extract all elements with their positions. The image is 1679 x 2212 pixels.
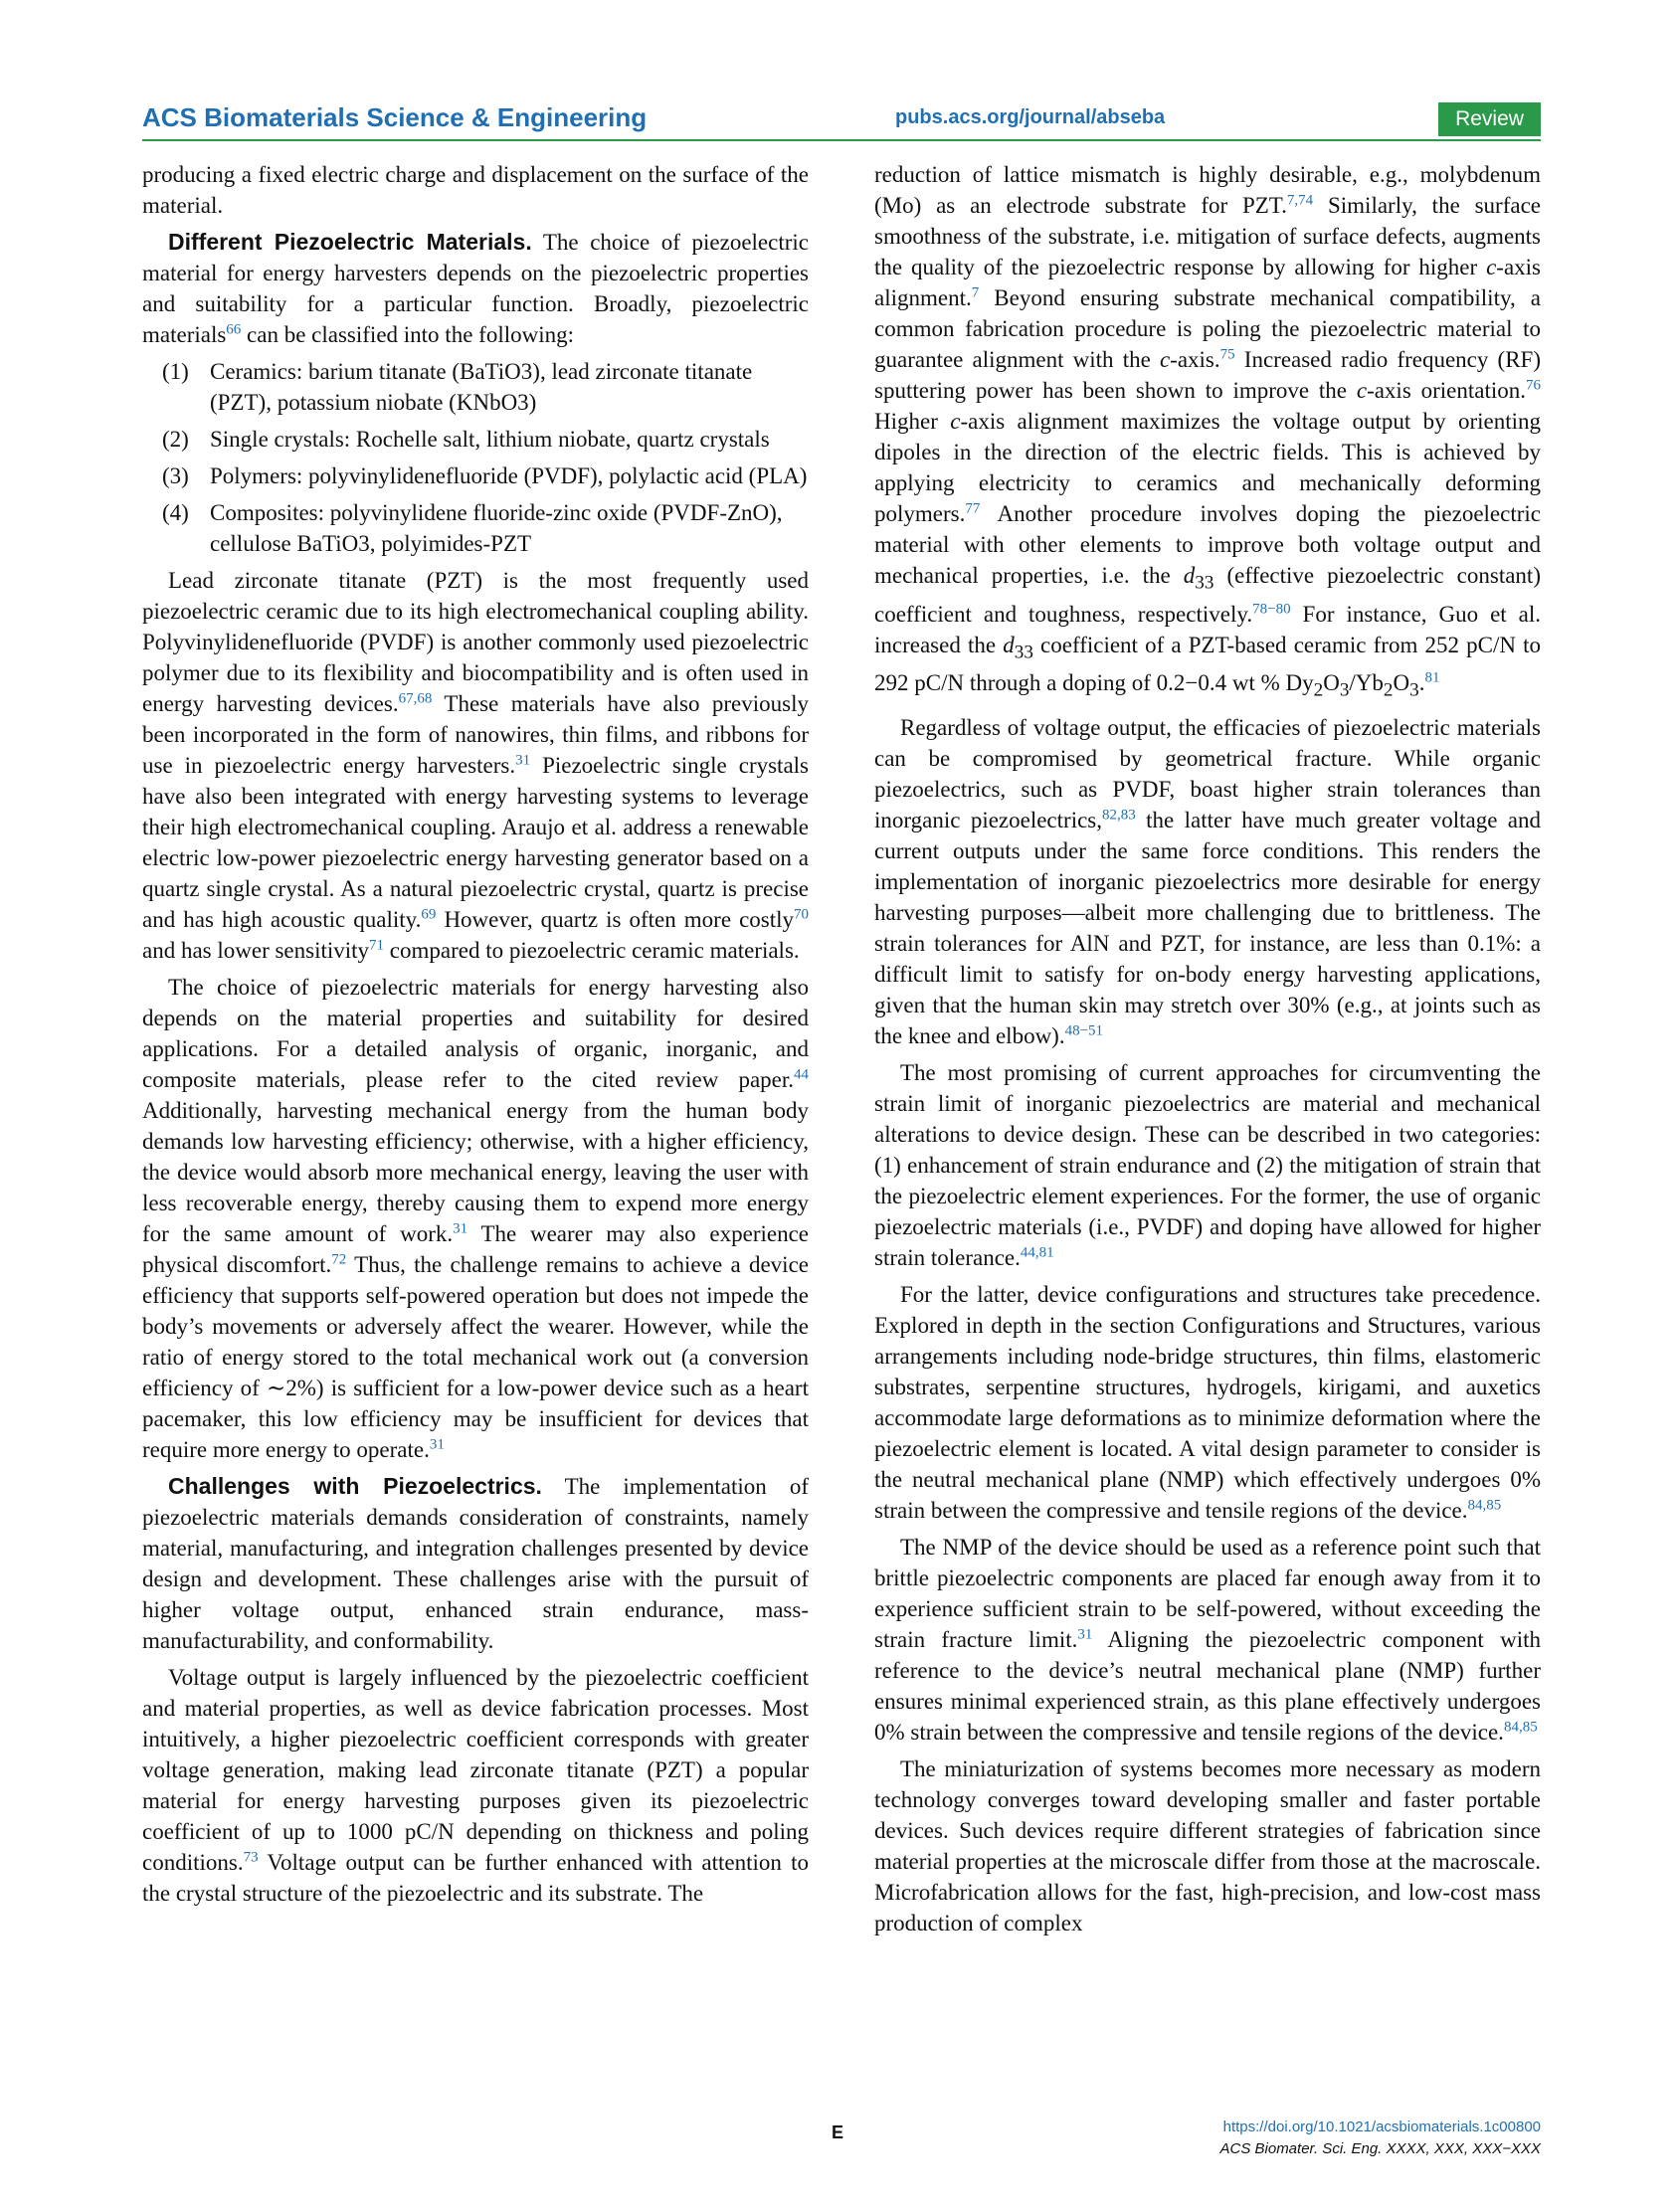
- section-heading-materials: Different Piezoelectric Materials.: [168, 229, 532, 255]
- paragraph: Regardless of voltage output, the efficacies of piezoelectric materials can be compromised by geometrical fracture. While organic piezoelectrics, such as PVDF, boast higher strain tolerances than inorganic piezoelectrics,$^{82,83}$ the latter have much greater voltage and current outputs under the same force conditions. This renders the implementation of inorganic piezoelectrics more desirable for energy harvesting purposes—albeit more challenging due to brittleness. The strain tolerances for AlN and PZT, for instance, are less than 0.1%: a difficult limit to satisfy for on-body energy harvesting applications, given that the human skin may stretch over 30% (e.g., at joints such as the knee and elbow).$^{48-51}$: [874, 714, 1541, 1048]
- reference-link[interactable]: 76: [1525, 377, 1541, 394]
- journal-title[interactable]: ACS Biomaterials Science & Engineering: [142, 102, 648, 132]
- reference-link[interactable]: 31: [429, 1436, 445, 1453]
- materials-list: [142, 356, 809, 559]
- paragraph: Different Piezoelectric Materials. The choice of piezoelectric material for energy harvesters depends on the piezoelectric properties and suitability for a particular function. Broadly, piezoelectric materials$^{66}$ can be classified into the following:: [142, 229, 809, 347]
- reference-link[interactable]: 31: [515, 752, 531, 769]
- section-heading-challenges: Challenges with Piezoelectrics.: [168, 1473, 542, 1499]
- paragraph: The miniaturization of systems becomes more necessary as modern technology converges toward developing smaller and faster portable devices. Such devices require different strategies of fabrication since material properties at the microscale differ from those at the macroscale. Microfabrication allows for the fast, high-precision, and low-cost mass production of complex: [874, 1755, 1541, 1936]
- paragraph: The NMP of the device should be used as a reference point such that brittle piezoelectric components are placed far enough away from it to experience sufficient strain to be self-powered, without exceeding the strain fracture limit.$^{31}$ Aligning the piezoelectric component with reference to the device’s neutral mechanical plane (NMP) further ensures minimal experienced strain, as this plane effectively undergoes 0% strain between the compressive and tensile regions of the device.$^{84,85}$: [874, 1534, 1541, 1745]
- paragraph: The most promising of current approaches for circumventing the strain limit of inorganic piezoelectrics are material and mechanical alterations to device design. These can be described in two categories: (1) enhancement of strain endurance and (2) the mitigation of strain that the piezoelectric element experiences. For the former, the use of organic piezoelectric materials (i.e., PVDF) and doping have allowed for higher strain tolerance.$^{44,81}$: [874, 1059, 1541, 1270]
- reference-link[interactable]: 48−51: [1064, 1022, 1104, 1039]
- paragraph: producing a fixed electric charge and displacement on the surface of the material.: [142, 162, 809, 218]
- doi-link[interactable]: https://doi.org/10.1021/acsbiomaterials.1c00800: [1222, 2119, 1541, 2135]
- reference-link[interactable]: 78−80: [1252, 600, 1291, 617]
- header-rule: [142, 139, 1541, 141]
- citation-line: ACS Biomater. Sci. Eng. XXXX, XXX, XXX−XXX: [1219, 2140, 1541, 2157]
- reference-link[interactable]: 82,83: [1102, 807, 1136, 824]
- reference-link[interactable]: 71: [369, 937, 385, 954]
- reference-link[interactable]: 66: [226, 321, 242, 338]
- paragraph: Lead zirconate titanate (PZT) is the most frequently used piezoelectric ceramic due to its high electromechanical coupling ability. Polyvinylidenefluoride (PVDF) is another commonly used piezoelectric polymer due to its flexibility and biocompatibility and is often used in energy harvesting devices.$^{67,68}$ These materials have also previously been incorporated in the form of nanowires, thin films, and ribbons for use in piezoelectric energy harvesters.$^{31}$ Piezoelectric single crystals have also been integrated with energy harvesting systems to leverage their high electromechanical coupling. Araujo et al. address a renewable electric low-power piezoelectric energy harvesting generator based on a quartz single crystal. As a natural piezoelectric crystal, quartz is precise and has high acoustic quality.$^{69}$ However, quartz is often more costly$^{70}$ and has lower sensitivity$^{71}$ compared to piezoelectric ceramic materials.: [142, 568, 810, 963]
- reference-link[interactable]: 73: [243, 1849, 259, 1866]
- left-column: [142, 159, 809, 1915]
- reference-link[interactable]: 44: [794, 1066, 809, 1083]
- list-item: (2) Single crystals: Rochelle salt, lithium niobate, quartz crystals: [162, 427, 770, 452]
- reference-link[interactable]: 84,85: [1503, 1719, 1538, 1736]
- page-number: E: [832, 2122, 844, 2142]
- reference-link[interactable]: 84,85: [1467, 1497, 1502, 1514]
- reference-link[interactable]: 67,68: [398, 690, 433, 707]
- reference-link[interactable]: 72: [331, 1251, 347, 1268]
- reference-link[interactable]: 44,81: [1020, 1244, 1054, 1261]
- reference-link[interactable]: 77: [965, 500, 981, 517]
- list-item: (4) Composites: polyvinylidene fluoride-zinc oxide (PVDF-ZnO), cellulose BaTiO3, polyimides-PZT: [162, 500, 783, 556]
- journal-url[interactable]: pubs.acs.org/journal/abseba: [895, 106, 1166, 128]
- page-header: [142, 102, 1541, 140]
- reference-link[interactable]: 7: [971, 284, 980, 301]
- paragraph: The choice of piezoelectric materials for energy harvesting also depends on the material properties and suitability for desired applications. For a detailed analysis of organic, inorganic, and composite materials, please refer to the cited review paper.$^{44}$ Additionally, harvesting mechanical energy from the human body demands low harvesting efficiency; otherwise, with a higher efficiency, the device would absorb more mechanical energy, leaving the user with less recoverable energy, thereby causing them to expend more energy for the same amount of work.$^{31}$ The wearer may also experience physical discomfort.$^{72}$ Thus, the challenge remains to achieve a device efficiency that supports self-powered operation but does not impede the body’s movements or adversely affect the wearer. However, while the ratio of energy stored to the total mechanical work out (a conversion efficiency of ∼2%) is sufficient for a low-power device such as a heart pacemaker, this low efficiency may be insufficient for devices that require more energy to operate.$^{31}$: [142, 975, 810, 1462]
- reference-link[interactable]: 7,74: [1286, 192, 1314, 209]
- paragraph: Challenges with Piezoelectrics. The implementation of piezoelectric materials demands consideration of constraints, namely material, manufacturing, and integration challenges presented by device design and development. These challenges arise with the pursuit of higher voltage output, enhanced strain endurance, mass-manufacturability, and conformability.: [142, 1473, 809, 1653]
- reference-link[interactable]: 31: [1077, 1626, 1093, 1643]
- paragraph: reduction of lattice mismatch is highly desirable, e.g., molybdenum (Mo) as an electrode substrate for PZT.$^{7,74}$ Similarly, the surface smoothness of the substrate, i.e. mitigation of surface defects, augments the quality of the piezoelectric response by allowing for higher c-axis alignment.$^7$ Beyond ensuring substrate mechanical compatibility, a common fabrication procedure is poling the piezoelectric material to guarantee alignment with the c-axis.$^{75}$ Increased radio frequency (RF) sputtering power has been shown to improve the c-axis orientation.$^{76}$ Higher c-axis alignment maximizes the voltage output by orienting dipoles in the direction of the electric fields. This is achieved by applying electricity to ceramics and mechanically deforming polymers.$^{77}$ Another procedure involves doping the piezoelectric material with other elements to improve both voltage output and mechanical properties, i.e. the $d_{33}$ (effective piezoelectric constant) coefficient and toughness, respectively.$^{78-80}$ For instance, Guo et al. increased the $d_{33}$ coefficient of a PZT-based ceramic from 252 pC/N to 292 pC/N through a doping of 0.2−0.4 wt % $Dy_2O_3/Yb_2O_3.^{81}$: [874, 162, 1542, 701]
- reference-link[interactable]: 70: [794, 906, 810, 923]
- list-item: (3) Polymers: polyvinylidenefluoride (PVDF), polylactic acid (PLA): [162, 463, 808, 488]
- paragraph: For the latter, device configurations and structures take precedence. Explored in depth in the section Configurations and Structures, various arrangements including node-bridge structures, thin films, elastomeric substrates, serpentine structures, hydrogels, kirigami, and auxetics accommodate large deformations as to minimize deformation where the piezoelectric element is located. A vital design parameter to consider is the neutral mechanical plane (NMP) which effectively undergoes 0% strain between the compressive and tensile regions of the device.$^{84,85}$: [874, 1281, 1541, 1523]
- reference-link[interactable]: 75: [1219, 346, 1235, 363]
- reference-link[interactable]: 69: [421, 906, 437, 923]
- right-column: [874, 159, 1541, 1944]
- list-item: (1) Ceramics: barium titanate (BaTiO3), lead zirconate titanate (PZT), potassium niobate (KNbO3): [162, 359, 753, 415]
- reference-link[interactable]: 31: [453, 1220, 468, 1237]
- article-type-badge: Review: [1438, 102, 1541, 136]
- paragraph: Voltage output is largely influenced by the piezoelectric coefficient and material properties, as well as device fabrication processes. Most intuitively, a higher piezoelectric coefficient corresponds with greater voltage generation, making lead zirconate titanate (PZT) a popular material for energy harvesting purposes given its piezoelectric coefficient of up to 1000 pC/N depending on thickness and poling conditions.$^{73}$ Voltage output can be further enhanced with attention to the crystal structure of the piezoelectric and its substrate. The: [142, 1665, 809, 1906]
- reference-link[interactable]: 81: [1424, 669, 1440, 686]
